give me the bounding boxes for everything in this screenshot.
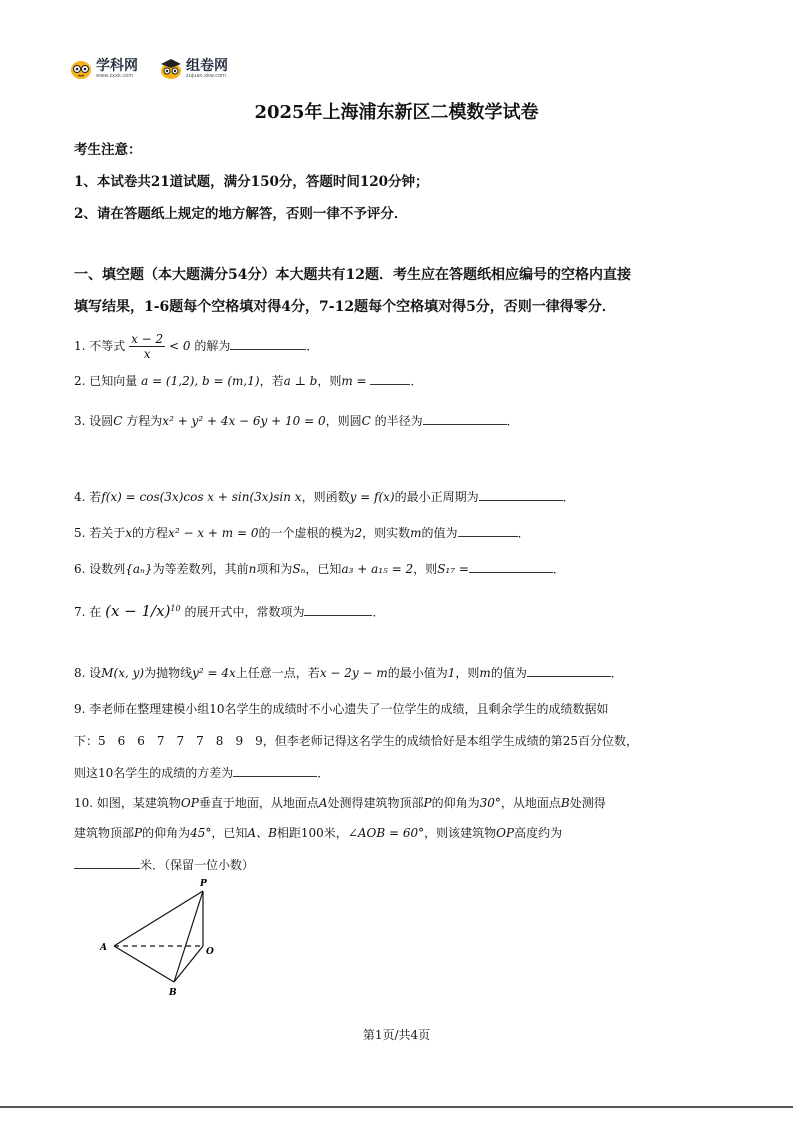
q3-circle-2: C [361, 414, 371, 428]
q6-answer-blank[interactable] [469, 560, 553, 573]
q6-mid: 为等差数列，其前 [152, 562, 249, 576]
q2-condition: a ⊥ b [283, 374, 318, 388]
q8-mid: 为抛物线 [144, 666, 193, 680]
q7-post: 的展开式中，常数项为 [184, 605, 305, 619]
q8-expression: x − 2y − m [319, 666, 388, 680]
question-9-line-2: 下：5 6 6 7 7 7 8 9 9，但李老师记得这名学生的成绩恰好是本组学生成绩的第25百分位数， [74, 734, 638, 748]
question-9-line-1: 9. 李老师在整理建模小组10名学生的成绩时不小心遗失了一位学生的成绩，且剩余学生的成绩数据如 [74, 702, 609, 716]
q6-condition: a₃ + a₁₅ = 2 [341, 562, 414, 576]
q3-circle: C [113, 414, 123, 428]
notice-heading: 考生注意： [74, 142, 142, 158]
q8-mid4: ，则 [455, 666, 480, 680]
q1-denominator: x [143, 347, 151, 361]
q6-sequence: {aₙ} [125, 562, 153, 576]
q8-value: 1 [447, 666, 456, 680]
building-elevation-figure [92, 872, 232, 1000]
q10-mid2: 处测得建筑物顶部 [327, 796, 424, 810]
q5-mid3: ，则实数 [362, 526, 411, 540]
q6-mid2: 项和为 [256, 562, 293, 576]
q2-variable: m = [341, 374, 367, 388]
q5-variable: x [125, 526, 133, 540]
label-p: P [200, 879, 207, 889]
q10-mid9: ，则该建筑物 [424, 826, 497, 840]
q1-numerator: x − 2 [131, 332, 164, 346]
logo2-name: 组卷网 [186, 58, 228, 74]
q4-answer-blank[interactable] [479, 488, 563, 501]
q5-value: 2 [354, 526, 363, 540]
q8-mid3: 的最小值为 [387, 666, 448, 680]
q10-line2-pre: 建筑物顶部 [74, 826, 135, 840]
q10-b: B [560, 796, 570, 810]
q10-mid4: ，从地面点 [500, 796, 561, 810]
zujuanwang-logo [160, 58, 228, 80]
q10-mid10: 高度约为 [514, 826, 563, 840]
logo2-url: zujuan.xkw.com [186, 73, 226, 79]
exam-title: 2025年上海浦东新区二模数学试卷 [254, 102, 539, 123]
q3-post: 的半径为 [374, 414, 423, 428]
page-bottom-divider [0, 1106, 793, 1108]
line-ab [114, 946, 174, 982]
q10-mid6: 的仰角为 [142, 826, 191, 840]
q10-angle-30: 30° [479, 796, 501, 810]
q6-pre: 6. 设数列 [74, 562, 126, 576]
line-ap [114, 891, 203, 946]
label-a: A [100, 943, 107, 953]
q3-equation: x² + y² + 4x − 6y + 10 = 0 [162, 414, 326, 428]
notice-line-2: 2、请在答题纸上规定的地方解答，否则一律不予评分． [74, 206, 408, 222]
line-pb [174, 891, 203, 982]
q8-answer-blank[interactable] [527, 664, 611, 677]
q5-answer-blank[interactable] [458, 524, 518, 537]
q2-mid2: ，则 [317, 374, 342, 388]
q2-answer-blank[interactable] [370, 372, 410, 385]
q10-mid5: 处测得 [569, 796, 606, 810]
q7-binomial: (x − 1/x) [105, 602, 171, 620]
q9-line3-text: 则这10名学生的成绩的方差为 [74, 766, 234, 780]
q4-post: 的最小正周期为 [394, 490, 479, 504]
q4-equation: f(x) = cos(3x)cos x + sin(3x)sin x [101, 490, 302, 504]
q10-aob: ∠AOB = 60° [347, 826, 425, 840]
question-9-line-3: 则这10名学生的成绩的方差为 ． [74, 766, 330, 780]
q2-post: ． [410, 374, 423, 388]
q7-answer-blank[interactable] [304, 603, 372, 616]
q10-op: OP [180, 796, 199, 810]
q10-ab: A、B [247, 826, 277, 840]
q8-parabola: y² = 4x [192, 666, 236, 680]
label-b: B [169, 988, 177, 998]
question-4: 4. 若f(x) = cos(3x)cos x + sin(3x)sin x，则函数y = f(x)的最小正周期为 ． [74, 490, 575, 504]
q6-mid4: ，则 [413, 562, 438, 576]
q10-pre: 10. 如图，某建筑物 [74, 796, 181, 810]
q10-mid7: ，已知 [211, 826, 248, 840]
q4-pre: 4. 若 [74, 490, 102, 504]
question-10-line-1 [74, 794, 606, 811]
q5-variable-2: m [410, 526, 422, 540]
q6-s17: S₁₇ = [437, 562, 469, 576]
q10-angle-45: 45° [190, 826, 212, 840]
q10-answer-blank[interactable] [74, 856, 140, 869]
q10-mid: 垂直于地面，从地面点 [198, 796, 319, 810]
logo1-name: 学科网 [96, 58, 138, 74]
q2-vectors: a = (1,2), b = (m,1) [141, 374, 260, 388]
section1-line-1: 一、填空题（本大题满分54分）本大题共有12题．考生应在答题纸相应编号的空格内直接 [74, 267, 631, 283]
question-5: 5. 若关于x的方程x² − x + m = 0的一个虚根的模为2，则实数m的值为 ． [74, 526, 530, 540]
q3-answer-blank[interactable] [423, 412, 507, 425]
q5-pre: 5. 若关于 [74, 526, 126, 540]
q8-post: 的值为 [490, 666, 527, 680]
q8-point: M(x, y) [101, 666, 145, 680]
q3-pre: 3. 设圆 [74, 414, 114, 428]
question-1: 1. 不等式 $\frac{x - 2}{x}$ < 0 的解为 ． [74, 332, 319, 361]
question-10-line-2 [74, 824, 562, 841]
q3-mid: 方程为 [126, 414, 163, 428]
question-8: 8. 设M(x, y)为抛物线y² = 4x上任意一点，若x − 2y − m的最小值为1，则m的值为 ． [74, 666, 623, 680]
graduate-mascot-icon [160, 58, 182, 80]
q1-relation: < 0 [169, 339, 191, 353]
q3-mid2: ，则圆 [325, 414, 362, 428]
q8-pre: 8. 设 [74, 666, 102, 680]
q8-mid2: 上任意一点，若 [235, 666, 320, 680]
q10-op2: OP [496, 826, 515, 840]
q7-pre: 7. 在 [74, 605, 102, 619]
logo1-url: www.zxxk.com [96, 73, 134, 79]
q6-sum: Sₙ [292, 562, 306, 576]
q2-pre: 2. 已知向量 [74, 374, 138, 388]
page-footer: 第1页/共4页 [362, 1028, 431, 1042]
q2-mid: ，若 [259, 374, 284, 388]
q5-post: 的值为 [421, 526, 458, 540]
q9-answer-blank[interactable] [233, 764, 317, 777]
q6-n: n [248, 562, 257, 576]
q4-mid: ，则函数 [301, 490, 350, 504]
question-10-line-3 [74, 856, 254, 873]
q10-mid8: 相距100米， [276, 826, 348, 840]
line-bo [174, 946, 203, 982]
q10-line3-text: 米．（保留一位小数） [140, 858, 255, 872]
xuekewang-logo [70, 58, 138, 80]
q5-mid: 的方程 [132, 526, 169, 540]
q10-a: A [318, 796, 328, 810]
question-7: 7. 在 $(x - 1/x)^{10}$ 的展开式中，常数项为 ． [74, 602, 385, 620]
q1-pre: 1. 不等式 [74, 339, 126, 353]
q1-answer-blank[interactable] [230, 337, 306, 350]
notice-line-1: 1、本试卷共21道试题，满分150分，答题时间120分钟； [74, 174, 429, 190]
question-6: 6. 设数列{aₙ}为等差数列，其前n项和为Sₙ，已知a₃ + a₁₅ = 2，则S₁₇ = ． [74, 562, 565, 576]
q6-mid3: ，已知 [305, 562, 342, 576]
q7-exponent: 10 [170, 604, 181, 613]
q10-mid3: 的仰角为 [431, 796, 480, 810]
q1-post: 的解为 [194, 339, 231, 353]
label-o: O [206, 947, 214, 957]
question-2 [74, 372, 422, 389]
owl-mascot-icon [70, 58, 92, 80]
q8-variable: m [479, 666, 491, 680]
question-3: 3. 设圆C 方程为x² + y² + 4x − 6y + 10 = 0，则圆C 的半径为 ． [74, 414, 519, 428]
q10-p2: P [134, 826, 143, 840]
section1-line-2: 填写结果，1-6题每个空格填对得4分，7-12题每个空格填对得5分，否则一律得零分． [74, 299, 616, 315]
q10-p: P [423, 796, 432, 810]
q5-equation: x² − x + m = 0 [168, 526, 259, 540]
q5-mid2: 的一个虚根的模为 [258, 526, 355, 540]
q4-function: y = f(x) [349, 490, 395, 504]
q1-fraction [129, 332, 165, 361]
